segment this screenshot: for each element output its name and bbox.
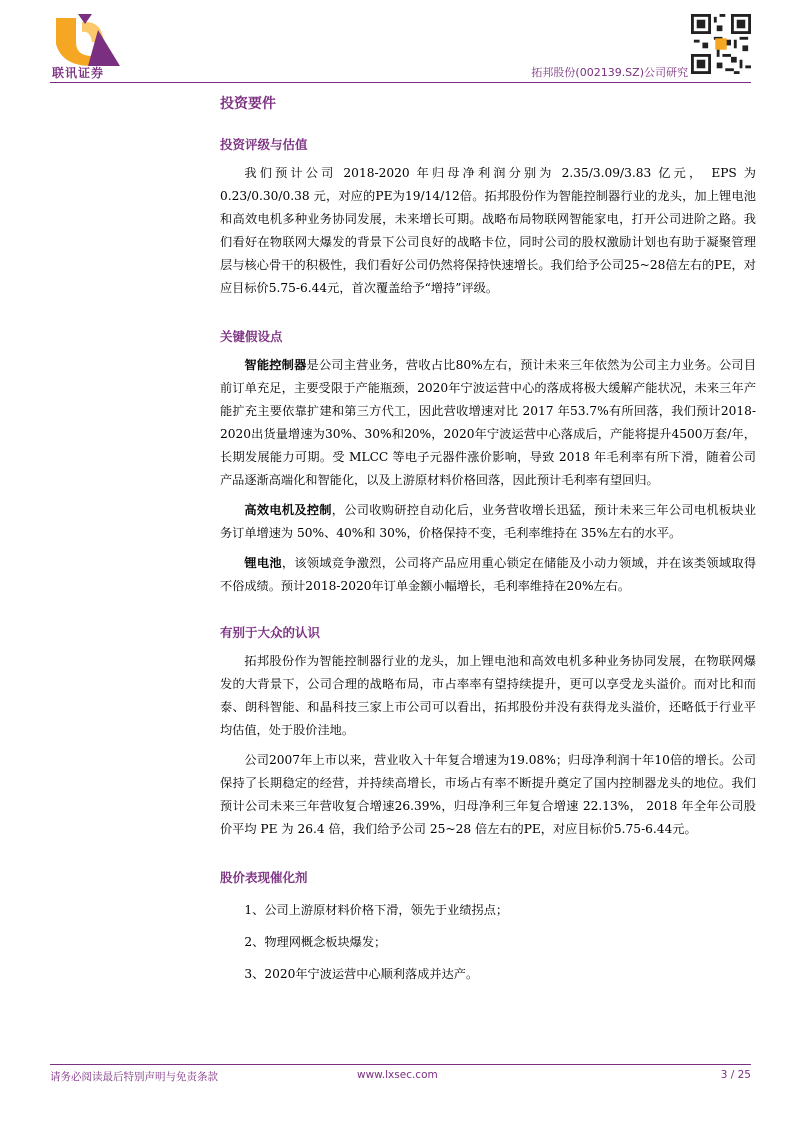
section-title-different-view: 有别于大众的认识 [220,625,321,640]
different-view-paragraph-2: 公司2007年上市以来，营业收入十年复合增速为19.08%；归母净利润十年10倍的增长。公司保持了长期稳定的经营，并持续高增长，市场占有率不断提升奠定了国内控制器龙头的地位。我们预计公司未来三年营收复合增速26.39%，归母净利三年复合增速 22.13%， 2018 年全年公司股价平均 PE 为 26.4 倍，我们给予公司 25~28 倍左右的PE，对应目标价5.75-6.44元。 [220,753,756,836]
assumption-keyword-controller: 智能控制器 [244,358,307,372]
header-divider [50,82,751,83]
assumption-paragraph-controller: 智能控制器是公司主营业务，营收占比80%左右，预计未来三年依然为公司主力业务。公司目前订单充足，主要受限于产能瓶颈，2020年宁波运营中心的落成将极大缓解产能状况，未来三年产能扩充主要依靠扩建和第三方代工，因此营收增速对比 2017 年53.7%有所回落，我们预计2018-2020出货量增速为30%、30%和20%，2020年宁波运营中心落成后，产能将提升4500万套/年，长期发展能力可期。受 MLCC 等电子元器件涨价影响，导致 2018 年毛利率有所下滑，随着公司产品逐渐高端化和智能化，以及上游原材料价格回落，因此预计毛利率有望回归。 [220,358,757,487]
footer-website-link[interactable]: www.lxsec.com [357,1069,438,1081]
main-content [220,92,756,986]
section-title-catalysts: 股价表现催化剂 [220,870,308,885]
section-title-rating: 投资评级与估值 [220,137,308,152]
rating-paragraph: 我们预计公司 2018-2020 年归母净利润分别为 2.35/3.09/3.83 亿元， EPS 为 0.23/0.30/0.38 元，对应的PE为19/14/12倍。拓邦股份作为智能控制器行业的龙头，加上锂电池和高效电机多种业务协同发展，未来增长可期。战略布局物联网智能家电，打开公司进阶之路。我们看好在物联网大爆发的背景下公司良好的战略卡位，同时公司的股权激励计划也有助于凝聚管理层与核心骨干的积极性，我们看好公司仍然将保持快速增长。我们给予公司25~28倍左右的PE，对应目标价5.75-6.44元，首次覆盖给予“增持”评级。 [220,166,756,295]
assumption-paragraph-battery: 锂电池，该领域竞争激烈，公司将产品应用重心锁定在储能及小动力领域，并在该类领域取得不俗成绩。预计2018-2020年订单金额小幅增长，毛利率维持在20%左右。 [220,556,757,593]
logo-text: 联讯证券 [52,66,105,80]
qr-code-icon [691,14,751,74]
company-logo-icon [52,12,122,68]
page-number: 3 / 25 [720,1069,751,1081]
section-title-assumptions: 关键假设点 [220,329,283,344]
footer-divider [50,1064,751,1065]
report-title: 拓邦股份(002139.SZ)公司研究 [531,66,688,79]
catalyst-item: 2、物理网概念板块爆发； [244,935,387,949]
footer-disclaimer[interactable]: 请务必阅读最后特别声明与免责条款 [50,1071,218,1083]
different-view-paragraph-1: 拓邦股份作为智能控制器行业的龙头，加上锂电池和高效电机多种业务协同发展，在物联网爆发的大背景下，公司合理的战略布局，市占率率有望持续提升，更可以享受龙头溢价。而对比和而泰、朗科智能、和晶科技三家上市公司可以看出，拓邦股份并没有获得龙头溢价，还略低于行业平均估值，处于股价洼地。 [220,654,756,737]
assumption-keyword-motor: 高效电机及控制 [244,503,332,517]
assumption-keyword-battery: 锂电池 [244,556,282,570]
catalyst-item: 1、公司上游原材料价格下滑，领先于业绩拐点； [244,903,509,917]
catalyst-item: 3、2020年宁波运营中心顺利落成并达产。 [244,967,479,981]
page-title: 投资要件 [220,96,276,112]
assumption-paragraph-motor: 高效电机及控制，公司收购研控自动化后，业务营收增长迅猛，预计未来三年公司电机板块业务订单增速为 50%、40%和 30%，价格保持不变，毛利率维持在 35%左右的水平。 [220,503,757,540]
